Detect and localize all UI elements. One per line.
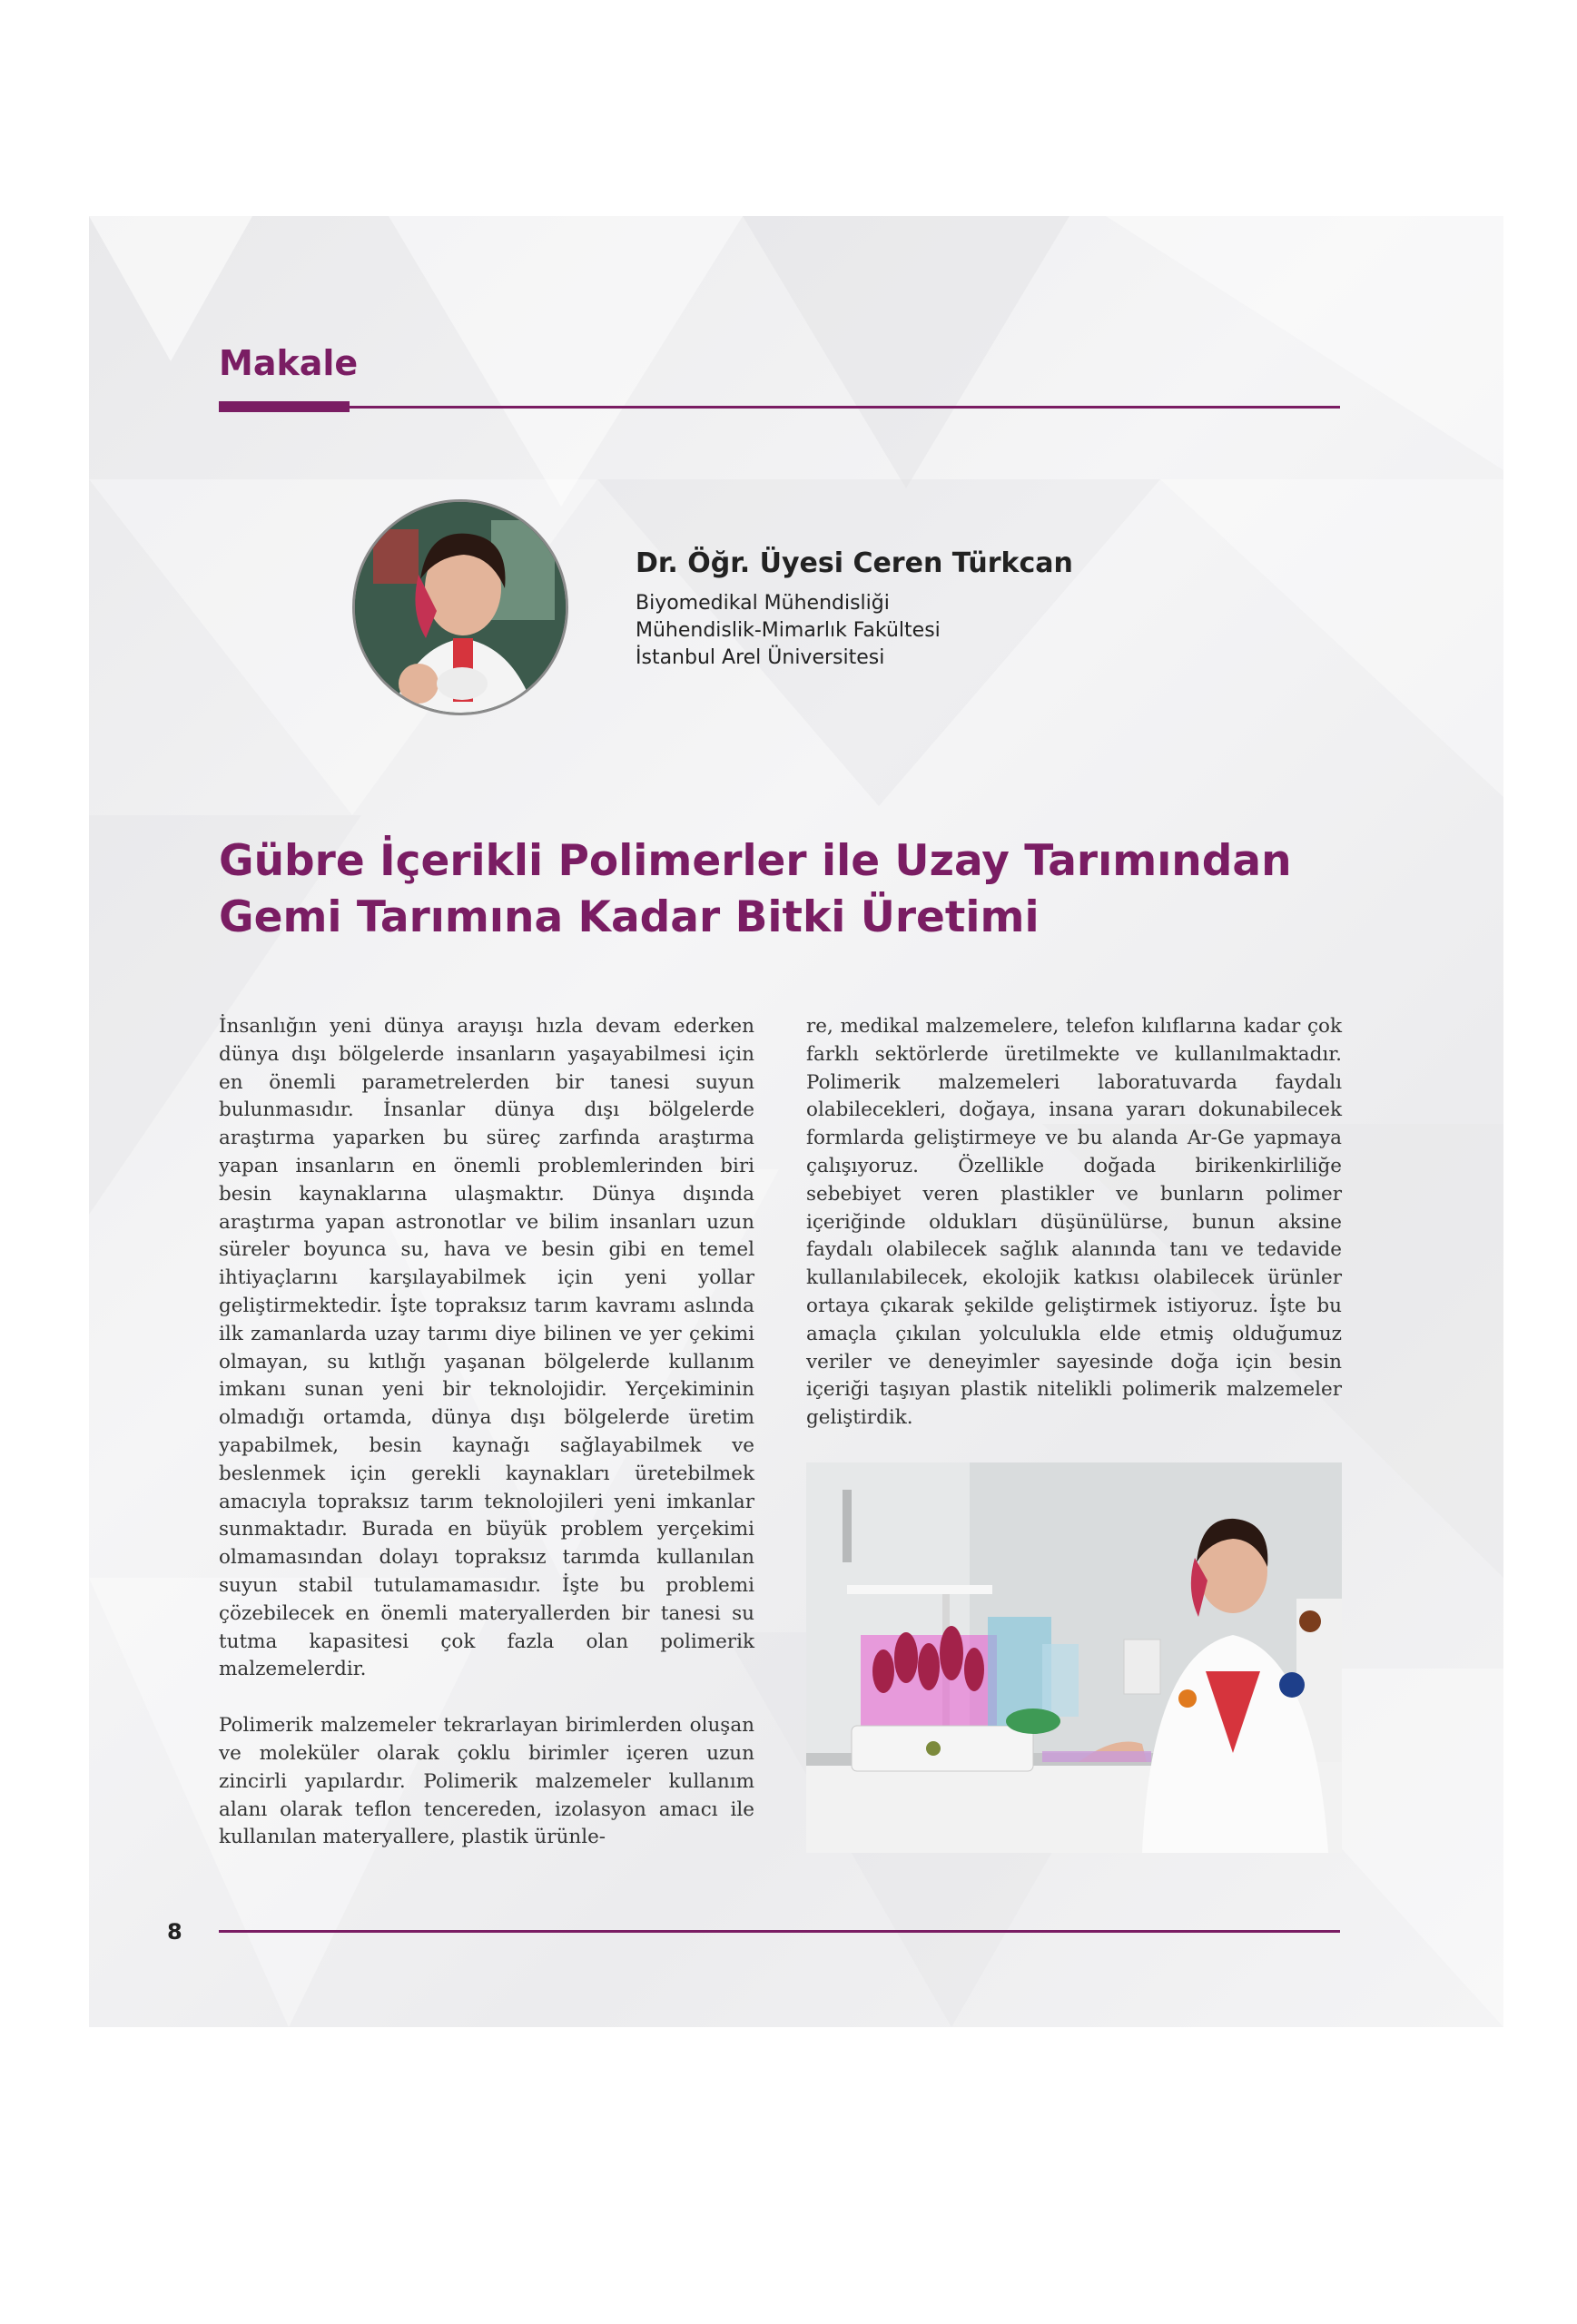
section-rule <box>219 406 1340 409</box>
author-department: Biyomedikal Mühendisliği <box>636 592 890 615</box>
author-avatar <box>352 499 568 715</box>
article-paragraph: İnsanlığın yeni dünya arayışı hızla devam ederken dünya dışı bölgelerde insanların yaşayabilmesi için en önemli parametrelerden bir tanesi suyun bulunmasıdır. İnsanlar dünya dışı bölgelerde araştırma yaparken bu süreç zarfında araştırma yapan insanların en önemli problemlerinden biri besin kaynaklarına ulaşmaktır. Dünya dışında araştırma yapan astronotlar ve bilim insanları uzun süreler boyunca su, hava ve besin gibi en temel ihtiyaçlarını karşılayabilmek için yeni yollar geliştirmektedir. İşte topraksız tarım kavramı aslında ilk zamanlarda uzay tarımı diye bilinen ve yer çekimi olmayan, su kıtlığı yaşanan bölgelerde kullanım imkanı sunan yeni bir teknolojidir. Yerçekiminin olmadığı ortamda, dünya dışı bölgelerde üretim yapabilmek, besin kaynağı sağlayabilmek ve beslenmek için gerekli kaynakları üretebilmek amacıyla topraksız tarım teknolojileri yeni imkanlar sunmaktadır. Burada en büyük problem yerçekimi olmamasından dolayı topraksız tarımda kullanılan suyun stabil tutulamamasıdır. İşte bu problemi çözebilecek en önemli materyallerden bir tanesi su tutma kapasitesi çok fazla olan polimerik malzemelerdir. <box>219 1015 754 1681</box>
article-title-line-1: Gübre İçerikli Polimerler ile Uzay Tarımından <box>219 836 1292 886</box>
lab-photo-image <box>806 1462 1342 1853</box>
article-title-line-2: Gemi Tarımına Kadar Bitki Üretimi <box>219 892 1040 942</box>
author-faculty: Mühendislik-Mimarlık Fakültesi <box>636 619 941 642</box>
article-paragraph: Polimerik malzemeler tekrarlayan birimlerden oluşan ve moleküler olarak çoklu birimler içeren uzun zincirli yapılardır. Polimerik malzemeler kullanım alanı olarak teflon tencereden, izolasyon amacı ile kullanılan materyallere, plastik ürünle- <box>219 1714 754 1849</box>
article-title <box>219 833 1354 946</box>
article-column-right <box>806 1013 1342 1461</box>
lab-photo <box>806 1462 1342 1853</box>
author-name: Dr. Öğr. Üyesi Ceren Türkcan <box>636 547 1073 579</box>
magazine-page <box>89 216 1503 2027</box>
article-paragraph: re, medikal malzemelere, telefon kılıflarına kadar çok farklı sektörlerde üretilmekte ve kullanılmaktadır. Polimerik malzemeleri laboratuvarda faydalı olabilecekleri, doğaya, insana yararı dokunabilecek formlarda geliştirmeye ve bu alanda Ar-Ge yapmaya çalışıyoruz. Özellikle doğada birikenkirliliğe sebebiyet veren plastikler ve bunların polimer içeriğinde oldukları düşünülürse, bunun aksine faydalı olabilecek sağlık alanında tanı ve tedavide kullanılabilecek, ekolojik katkısı olabilecek ürünler ortaya çıkarak şekilde geliştirmek istiyoruz. İşte bu amaçla çıkılan yolculukla elde etmiş olduğumuz veriler ve deneyimler sayesinde doğa için besin içeriği taşıyan plastik nitelikli polimerik malzemeler geliştirdik. <box>806 1015 1342 1430</box>
footer-rule <box>219 1930 1340 1933</box>
author-portrait-image <box>355 502 568 715</box>
author-university: İstanbul Arel Üniversitesi <box>636 646 885 669</box>
author-info <box>636 547 1073 672</box>
page-number: 8 <box>167 1919 182 1945</box>
section-label: Makale <box>219 343 359 383</box>
article-column-left <box>219 1013 754 1880</box>
